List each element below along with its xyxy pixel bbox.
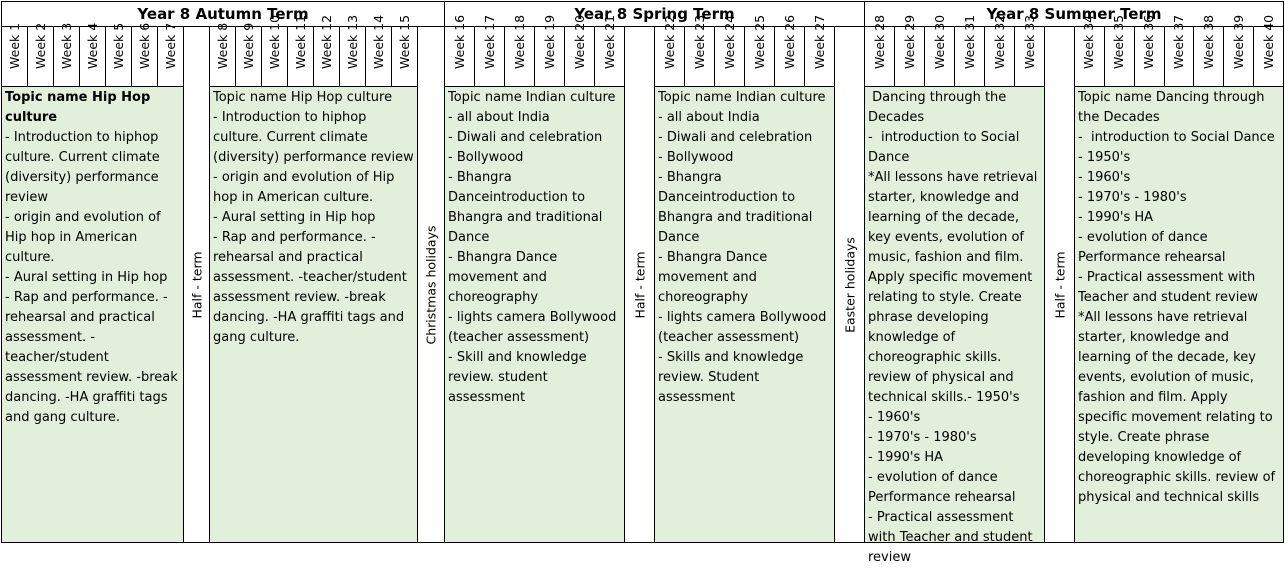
week-header-cell xyxy=(158,22,184,87)
week-header-cell xyxy=(865,14,895,87)
topic-line: - all about India xyxy=(448,110,550,125)
week-header-cell xyxy=(2,22,28,87)
week-header-cell xyxy=(262,14,288,87)
topic-line: *All lessons have retrieval starter, knowledge and learning of the decade, key events, evolution of music, fashion and film. Apply specific movement relating to style. Create phrase developing knowledge of choreographic skills. review of physical and technical skills xyxy=(1078,310,1276,505)
week-header-cell xyxy=(80,22,106,87)
week-header-cell xyxy=(392,14,418,87)
week-header-cell xyxy=(236,22,262,87)
week-label: Week 38 xyxy=(1200,14,1216,69)
topic-line: - Bhangra Danceintroduction to Bhangra and traditional Dance xyxy=(448,170,603,245)
break-half-term-2 xyxy=(625,27,655,543)
topic-line: - 1970's - 1980's xyxy=(1078,190,1187,205)
week-label: Week 35 xyxy=(1111,14,1127,69)
week-header-cell xyxy=(314,14,340,87)
week-label: Week 2 xyxy=(32,22,48,69)
week-header-cell xyxy=(505,14,535,87)
week-label: Week 30 xyxy=(931,14,947,69)
week-header-cell xyxy=(210,22,236,87)
week-header-cell xyxy=(655,14,685,87)
topic-line: - Introduction to hiphop culture. Current climate (diversity) performance review xyxy=(5,130,160,205)
topic-line: - introduction to Social Dance xyxy=(1078,130,1275,145)
topic-line: - origin and evolution of Hip hop in American culture. xyxy=(213,170,395,205)
week-header-cell xyxy=(54,22,80,87)
week-label: Week 31 xyxy=(961,14,977,69)
week-header-cell xyxy=(28,22,54,87)
topic-line: - Bhangra Danceintroduction to Bhangra and traditional Dance xyxy=(658,170,813,245)
break-label: Christmas holidays xyxy=(423,224,439,345)
topic-line: - all about India xyxy=(658,110,760,125)
topic-line: - 1960's xyxy=(1078,170,1131,185)
week-label: Week 26 xyxy=(781,14,797,69)
topic-title: Topic name Dancing through the Decades xyxy=(1078,90,1265,125)
topic-title: Topic name Indian culture xyxy=(448,90,616,105)
topic-title: Topic name Hip Hop culture xyxy=(5,90,151,125)
week-label: Week 18 xyxy=(511,14,527,69)
week-label: Week 32 xyxy=(991,14,1007,69)
topic-line: - 1990's HA xyxy=(1078,210,1154,225)
topic-line: - introduction to Social Dance xyxy=(868,130,1024,165)
week-header-cell xyxy=(1224,14,1254,87)
week-label: Week 4 xyxy=(84,22,100,69)
topic-line: - Practical assessment with Teacher and student review xyxy=(1078,270,1258,305)
term-title-summer: Year 8 Summer Term xyxy=(865,1,1284,27)
week-label: Week 20 xyxy=(571,14,587,69)
week-header-cell xyxy=(535,14,565,87)
week-label: Week 19 xyxy=(541,14,557,69)
week-label: Week 13 xyxy=(344,14,360,69)
week-header-cell xyxy=(288,14,314,87)
topic-line: - Diwali and celebration xyxy=(658,130,813,145)
break-easter-holidays xyxy=(835,27,865,543)
topic-line: - evolution of dance Performance rehearsal xyxy=(1078,230,1226,265)
week-label: Week 17 xyxy=(481,14,497,69)
week-label: Week 16 xyxy=(451,14,467,69)
week-label: Week 22 xyxy=(661,14,677,69)
week-label: Week 3 xyxy=(58,22,74,69)
topic-line: - Aural setting in Hip hop xyxy=(213,210,376,225)
block-summer-1 xyxy=(865,87,1045,565)
week-label: Week 34 xyxy=(1081,14,1097,69)
week-header-cell xyxy=(1165,14,1195,87)
block-autumn-1 xyxy=(2,87,184,543)
week-header-cell xyxy=(132,22,158,87)
break-label: Half - term xyxy=(1052,250,1067,319)
topic-line: - Bollywood xyxy=(658,150,734,165)
break-label: Easter holidays xyxy=(842,236,857,333)
week-label: Week 11 xyxy=(292,14,308,69)
topic-line: - 1970's - 1980's xyxy=(868,430,977,445)
break-label: Half - term xyxy=(189,250,204,319)
week-label: Week 33 xyxy=(1021,14,1037,69)
week-header-cell xyxy=(340,14,366,87)
week-label: Week 28 xyxy=(871,14,887,69)
week-header-cell xyxy=(985,14,1015,87)
week-label: Week 39 xyxy=(1230,14,1246,69)
week-header-cell xyxy=(955,14,985,87)
term-title-spring: Year 8 Spring Term xyxy=(445,1,865,27)
topic-line: *All lessons have retrieval starter, knowledge and learning of the decade, key events, evolution of music, fashion and film. Apply specific movement relating to style. Create phrase developing knowledge of choreographic skills. review of physical and technical skills.- 1950's xyxy=(868,170,1038,405)
topic-line: - Bhangra Dance movement and choreography xyxy=(448,250,558,305)
topic-line: - 1950's xyxy=(1078,150,1131,165)
topic-title: Dancing through the Decades xyxy=(868,90,1011,125)
week-header-cell xyxy=(366,14,392,87)
topic-line: - 1960's xyxy=(868,410,921,425)
week-header-cell xyxy=(925,14,955,87)
week-header-cell xyxy=(106,22,132,87)
week-label: Week 21 xyxy=(601,14,617,69)
week-header-cell xyxy=(685,14,715,87)
topic-line: - origin and evolution of Hip hop in American culture. xyxy=(5,210,161,265)
week-label: Week 8 xyxy=(214,22,230,69)
topic-title: Topic name Indian culture xyxy=(658,90,826,105)
topic-line: - Rap and performance. - rehearsal and practical assessment. -teacher/student assessment review. -break dancing. -HA graffiti tags and gang culture. xyxy=(213,230,407,345)
break-label: Half - term xyxy=(632,250,647,319)
topic-line: - Aural setting in Hip hop xyxy=(5,270,168,285)
topic-line: - Bhangra Dance movement and choreography xyxy=(658,250,768,305)
week-label: Week 29 xyxy=(901,14,917,69)
topic-line: - Diwali and celebration xyxy=(448,130,603,145)
topic-title: Topic name Hip Hop culture xyxy=(213,90,393,105)
week-label: Week 25 xyxy=(751,14,767,69)
week-label: Week 12 xyxy=(318,14,334,69)
week-label: Week 10 xyxy=(266,14,282,69)
week-header-cell xyxy=(445,14,475,87)
week-label: Week 14 xyxy=(370,14,386,69)
week-header-cell xyxy=(775,14,805,87)
week-header-cell xyxy=(595,14,625,87)
topic-line: - Practical assessment with Teacher and student review xyxy=(868,510,1033,565)
week-header-cell xyxy=(1194,14,1224,87)
block-spring-2 xyxy=(655,87,835,543)
week-label: Week 6 xyxy=(136,22,152,69)
topic-line: - Skills and knowledge review. Student assessment xyxy=(658,350,804,405)
week-header-cell xyxy=(1135,14,1165,87)
week-label: Week 9 xyxy=(240,22,256,69)
week-header-cell xyxy=(745,14,775,87)
block-spring-1 xyxy=(445,87,625,543)
week-header-cell xyxy=(1075,14,1105,87)
block-autumn-2 xyxy=(210,87,418,543)
week-header-cell xyxy=(475,14,505,87)
week-header-cell xyxy=(565,14,595,87)
topic-line: - Bollywood xyxy=(448,150,524,165)
week-label: Week 40 xyxy=(1260,14,1276,69)
week-label: Week 37 xyxy=(1170,14,1186,69)
week-label: Week 36 xyxy=(1141,14,1157,69)
topic-line: - Rap and performance. - rehearsal and practical assessment. - teacher/student assessment review. -break dancing. -HA graffiti tags and gang culture. xyxy=(5,290,178,425)
break-half-term-3 xyxy=(1045,27,1075,543)
term-title-autumn: Year 8 Autumn Term xyxy=(2,1,445,27)
break-christmas-holidays xyxy=(418,27,445,543)
week-label: Week 5 xyxy=(110,22,126,69)
week-label: Week 15 xyxy=(396,14,412,69)
break-half-term-1 xyxy=(184,27,210,543)
week-header-cell xyxy=(1254,14,1284,87)
topic-line: - Introduction to hiphop culture. Current climate (diversity) performance review xyxy=(213,110,414,165)
week-label: Week 23 xyxy=(691,14,707,69)
week-label: Week 24 xyxy=(721,14,737,69)
week-label: Week 7 xyxy=(162,22,178,69)
topic-line: - 1990's HA xyxy=(868,450,944,465)
block-summer-2 xyxy=(1075,87,1284,543)
week-header-cell xyxy=(805,14,835,87)
topic-line: - lights camera Bollywood (teacher assessment) xyxy=(658,310,827,345)
week-header-cell xyxy=(715,14,745,87)
week-label: Week 1 xyxy=(6,22,22,69)
week-header-cell xyxy=(1015,14,1045,87)
topic-line: - Skill and knowledge review. student assessment xyxy=(448,350,587,405)
topic-line: - evolution of dance Performance rehearsal xyxy=(868,470,1016,505)
topic-line: - lights camera Bollywood (teacher assessment) xyxy=(448,310,617,345)
week-header-cell xyxy=(895,14,925,87)
week-label: Week 27 xyxy=(811,14,827,69)
week-header-cell xyxy=(1105,14,1135,87)
